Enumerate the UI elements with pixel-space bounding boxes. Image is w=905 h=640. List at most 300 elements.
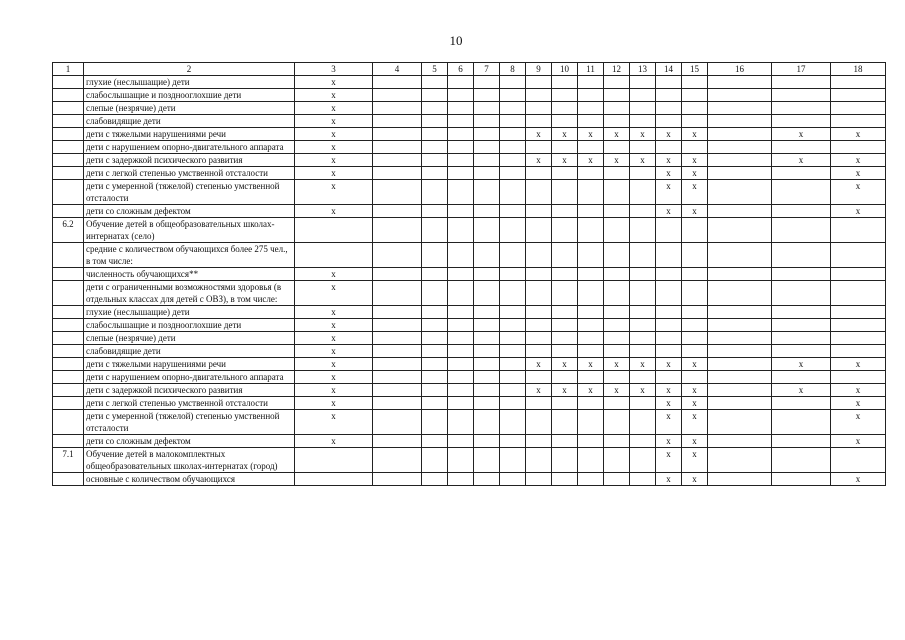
table-cell [708,128,772,141]
table-cell [578,332,604,345]
table-cell [474,167,500,180]
table-cell: x [630,358,656,371]
table-cell [373,141,422,154]
table-cell [772,141,831,154]
table-row [53,268,886,281]
table-cell [422,154,448,167]
row-number [53,371,84,384]
table-cell [474,473,500,486]
row-number [53,306,84,319]
table-cell [772,115,831,128]
table-cell [373,306,422,319]
table-cell [552,473,578,486]
table-cell [373,102,422,115]
table-cell: x [772,154,831,167]
table-cell [448,345,474,358]
table-cell: x [578,154,604,167]
table-cell [373,410,422,435]
table-cell [373,345,422,358]
table-cell [578,448,604,473]
table-cell: x [682,473,708,486]
table-cell [500,141,526,154]
table-cell [630,218,656,243]
table-cell [772,76,831,89]
table-row [53,410,886,435]
table-cell [422,371,448,384]
table-cell [474,154,500,167]
table-cell [552,397,578,410]
table-cell [708,384,772,397]
table-cell [682,141,708,154]
table-cell [500,102,526,115]
table-cell [656,218,682,243]
table-cell [708,154,772,167]
column-header-14: 14 [656,63,682,76]
table-cell: x [295,435,373,448]
row-number: 7.1 [53,448,84,473]
table-cell [474,218,500,243]
table-cell [708,167,772,180]
table-cell [448,371,474,384]
table-cell [448,205,474,218]
table-cell [708,268,772,281]
table-cell [552,345,578,358]
table-cell: x [295,205,373,218]
table-cell [552,410,578,435]
table-cell [474,180,500,205]
table-cell [373,180,422,205]
table-cell [422,141,448,154]
table-cell [373,358,422,371]
column-header-17: 17 [772,63,831,76]
table-cell: x [295,128,373,141]
table-cell [772,205,831,218]
table-cell [656,371,682,384]
table-cell [708,410,772,435]
table-cell [448,268,474,281]
table-cell [831,319,886,332]
table-cell [630,102,656,115]
table-cell [500,180,526,205]
table-cell: x [526,384,552,397]
table-cell [526,473,552,486]
table-cell [373,448,422,473]
table-cell [604,332,630,345]
table-cell [604,180,630,205]
row-number [53,358,84,371]
row-label: дети с умеренной (тяжелой) степенью умственной отсталости [84,180,295,205]
table-cell [708,180,772,205]
table-cell: x [682,358,708,371]
table-cell [772,281,831,306]
table-cell [578,281,604,306]
row-label: дети с тяжелыми нарушениями речи [84,358,295,371]
table-cell [373,268,422,281]
table-cell [526,448,552,473]
table-cell [373,397,422,410]
row-number [53,473,84,486]
table-cell [772,102,831,115]
table-cell [373,371,422,384]
table-cell: x [831,167,886,180]
table-cell [831,218,886,243]
table-row [53,89,886,102]
row-label: слабослышащие и позднооглохшие дети [84,319,295,332]
table-cell [578,371,604,384]
table-cell [448,448,474,473]
table-cell [422,89,448,102]
row-number [53,115,84,128]
table-cell [422,358,448,371]
table-cell [526,76,552,89]
column-header-3: 3 [295,63,373,76]
column-header-15: 15 [682,63,708,76]
table-cell: x [295,319,373,332]
row-number [53,332,84,345]
table-cell [578,306,604,319]
row-label: дети с нарушением опорно-двигательного аппарата [84,141,295,154]
table-cell [295,473,373,486]
table-cell [422,205,448,218]
table-cell: x [831,180,886,205]
table-cell [604,218,630,243]
table-cell [448,154,474,167]
table-cell [708,306,772,319]
table-cell [772,180,831,205]
row-number [53,435,84,448]
table-cell: x [295,115,373,128]
row-label: слепые (незрячие) дети [84,332,295,345]
table-cell [474,384,500,397]
table-cell [552,218,578,243]
table-cell: x [656,410,682,435]
table-cell [772,243,831,268]
table-cell [422,306,448,319]
table-cell [682,243,708,268]
table-cell [500,473,526,486]
table-cell [422,128,448,141]
row-number [53,76,84,89]
table-row [53,141,886,154]
table-cell [552,435,578,448]
table-cell [682,371,708,384]
table-cell: x [630,384,656,397]
table-cell [295,243,373,268]
table-cell: x [630,128,656,141]
row-label: глухие (неслышащие) дети [84,306,295,319]
table-cell [422,180,448,205]
table-cell: x [656,154,682,167]
table-cell [448,319,474,332]
column-header-10: 10 [552,63,578,76]
row-label: численность обучающихся** [84,268,295,281]
table-cell: x [656,473,682,486]
table-cell: x [604,358,630,371]
table-row [53,180,886,205]
table-cell [474,76,500,89]
table-cell [422,332,448,345]
table-cell [448,397,474,410]
table-cell: x [578,358,604,371]
table-cell [500,154,526,167]
table-cell [708,358,772,371]
table-cell: x [295,397,373,410]
table-cell: x [295,306,373,319]
table-cell [552,243,578,268]
table-cell [373,128,422,141]
column-header-1: 1 [53,63,84,76]
table-cell: x [831,205,886,218]
table-cell [474,268,500,281]
table-row [53,115,886,128]
table-cell [422,397,448,410]
table-cell [500,319,526,332]
table-cell [831,141,886,154]
table-cell [656,332,682,345]
table-cell [708,435,772,448]
table-cell [448,410,474,435]
table-cell: x [831,128,886,141]
row-number [53,397,84,410]
table-cell [422,319,448,332]
table-cell: x [552,358,578,371]
table-cell [578,180,604,205]
table-cell: x [682,410,708,435]
table-cell [578,141,604,154]
table-cell [552,141,578,154]
table-cell [630,141,656,154]
row-number [53,102,84,115]
table-cell: x [682,167,708,180]
table-row [53,371,886,384]
table-row [53,167,886,180]
table-cell [422,167,448,180]
table-cell [772,410,831,435]
table-cell: x [295,141,373,154]
table-cell [630,473,656,486]
table-cell [656,89,682,102]
table-cell [474,435,500,448]
table-cell [772,167,831,180]
row-label: слепые (незрячие) дети [84,102,295,115]
table-cell [448,358,474,371]
table-cell: x [682,397,708,410]
column-header-7: 7 [474,63,500,76]
data-table [52,62,886,486]
table-cell [656,115,682,128]
table-cell [500,115,526,128]
table-cell [656,102,682,115]
table-cell: x [656,167,682,180]
table-cell [295,218,373,243]
row-label: Обучение детей в общеобразовательных школах-интернатах (село) [84,218,295,243]
table-cell [656,141,682,154]
table-cell [578,218,604,243]
row-label: дети с легкой степенью умственной отсталости [84,167,295,180]
table-cell [373,167,422,180]
table-cell: x [831,397,886,410]
table-cell: x [604,128,630,141]
table-cell [474,128,500,141]
table-cell [708,319,772,332]
table-cell [474,371,500,384]
table-cell [630,345,656,358]
table-cell [474,319,500,332]
table-cell: x [656,180,682,205]
table-cell [831,102,886,115]
table-cell [578,167,604,180]
row-number [53,384,84,397]
table-cell [526,268,552,281]
table-cell [474,397,500,410]
table-cell [630,332,656,345]
table-cell [552,268,578,281]
table-cell [578,268,604,281]
table-cell [656,281,682,306]
column-header-4: 4 [373,63,422,76]
table-cell [552,115,578,128]
table-cell [526,345,552,358]
table-cell [630,410,656,435]
table-cell: x [772,128,831,141]
table-cell: x [526,358,552,371]
table-cell: x [295,180,373,205]
table-cell [682,102,708,115]
table-cell [682,281,708,306]
table-cell [448,243,474,268]
table-cell [552,76,578,89]
table-cell [422,473,448,486]
table-cell [526,89,552,102]
row-label: дети со сложным дефектом [84,205,295,218]
table-cell [708,205,772,218]
table-cell [604,205,630,218]
table-cell [578,205,604,218]
page-number: 10 [449,33,463,48]
table-cell [630,89,656,102]
table-cell [500,306,526,319]
table-cell [682,306,708,319]
table-cell [422,115,448,128]
table-cell: x [295,76,373,89]
table-cell [422,345,448,358]
table-cell [682,76,708,89]
table-cell [831,281,886,306]
table-cell [500,384,526,397]
row-number [53,345,84,358]
table-cell [682,218,708,243]
table-cell [526,332,552,345]
table-cell [682,332,708,345]
table-cell [682,89,708,102]
row-label: основные с количеством обучающихся [84,473,295,486]
table-cell [831,76,886,89]
row-label: дети с задержкой психического развития [84,384,295,397]
table-cell: x [295,345,373,358]
table-cell [500,345,526,358]
row-label: дети с легкой степенью умственной отсталости [84,397,295,410]
table-cell [373,89,422,102]
table-cell [500,243,526,268]
table-cell [448,89,474,102]
table-cell: x [656,205,682,218]
table-cell [772,319,831,332]
row-number [53,268,84,281]
table-cell [500,397,526,410]
table-cell [552,89,578,102]
table-cell [708,397,772,410]
table-row [53,345,886,358]
table-cell [422,448,448,473]
table-cell [604,141,630,154]
table-cell [578,319,604,332]
row-label: Обучение детей в малокомплектных общеобразовательных школах-интернатах (город) [84,448,295,473]
column-header-16: 16 [708,63,772,76]
table-cell [448,102,474,115]
table-cell [422,243,448,268]
table-row [53,473,886,486]
table-cell [578,76,604,89]
table-row [53,154,886,167]
table-cell [448,141,474,154]
table-cell [708,332,772,345]
column-header-6: 6 [448,63,474,76]
table-cell [526,115,552,128]
table-cell [604,473,630,486]
table-cell: x [831,473,886,486]
table-cell [831,448,886,473]
table-cell [630,448,656,473]
table-cell [552,167,578,180]
table-cell [552,102,578,115]
table-cell [604,306,630,319]
column-header-9: 9 [526,63,552,76]
table-cell: x [295,332,373,345]
table-cell: x [682,154,708,167]
table-cell [526,306,552,319]
table-cell: x [630,154,656,167]
table-cell [772,218,831,243]
table-cell [772,435,831,448]
table-cell [526,410,552,435]
table-cell: x [682,435,708,448]
table-cell [831,268,886,281]
table-cell [552,281,578,306]
header-row [53,63,886,76]
table-cell [772,345,831,358]
table-cell [604,102,630,115]
table-cell [373,281,422,306]
table-cell [604,397,630,410]
table-row [53,435,886,448]
table-cell [772,473,831,486]
table-cell [526,167,552,180]
table-cell [604,448,630,473]
table-cell [772,306,831,319]
row-number [53,141,84,154]
table-cell: x [526,154,552,167]
table-cell [448,128,474,141]
table-cell: x [552,128,578,141]
table-cell [708,76,772,89]
table-cell: x [831,154,886,167]
table-cell: x [295,281,373,306]
table-cell [708,89,772,102]
table-cell [474,345,500,358]
table-cell [578,89,604,102]
table-cell [373,115,422,128]
table-cell [656,306,682,319]
